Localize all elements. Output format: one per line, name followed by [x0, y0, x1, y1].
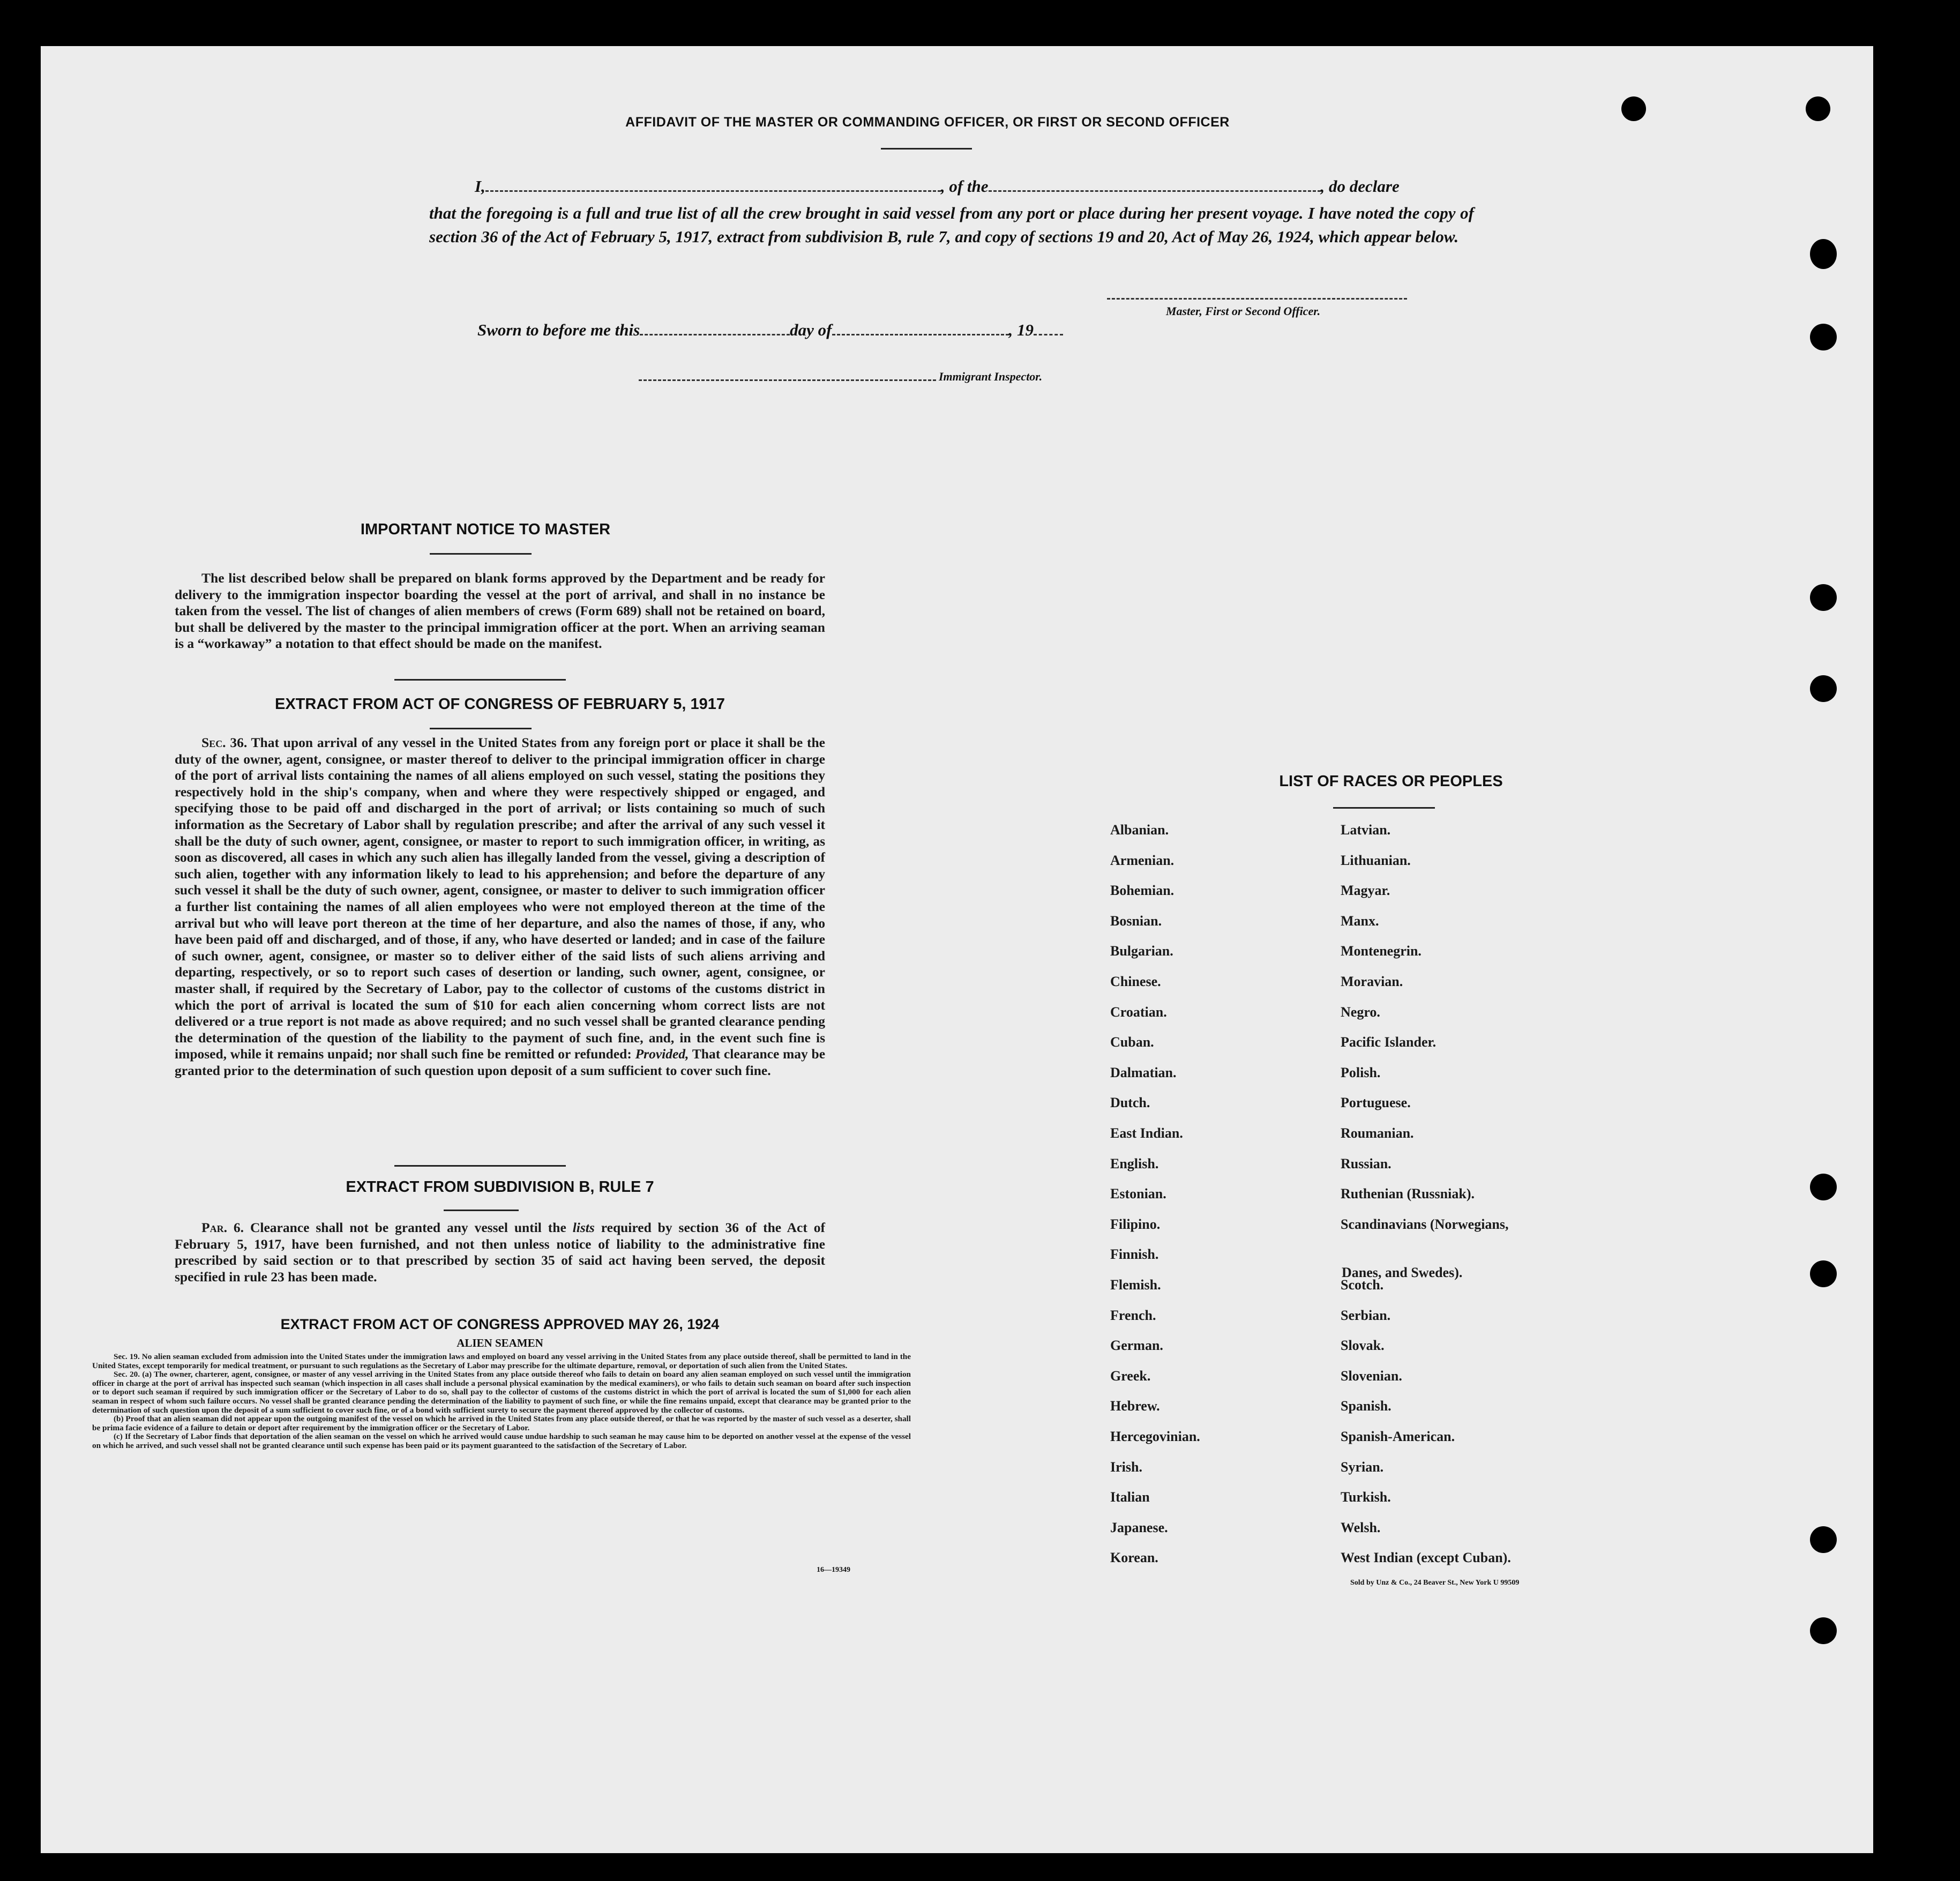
proviso-text: That clearance may be granted prior to the determination of such question upon deposit of a sum sufficient to cover such fine.	[175, 1046, 826, 1078]
sold-by-footer: Sold by Unz & Co., 24 Beaver St., New York U 99509	[1350, 1579, 1520, 1587]
extract-1917-title: EXTRACT FROM ACT OF CONGRESS OF FEBRUARY 5, 1917	[274, 696, 725, 713]
notice-rule	[430, 553, 532, 555]
race-item: Filipino.	[1110, 1216, 1161, 1232]
vessel-label: , of the	[940, 177, 989, 196]
par6-lists: lists	[572, 1220, 595, 1235]
binder-hole	[1810, 1260, 1837, 1287]
inspector-label: Immigrant Inspector.	[939, 370, 1043, 383]
race-item: Bosnian.	[1110, 913, 1162, 929]
race-item: Chinese.	[1110, 974, 1161, 989]
sec36-label: Sec. 36.	[201, 735, 248, 750]
race-item: Flemish.	[1110, 1277, 1161, 1293]
sec20c-text: (c) If the Secretary of Labor finds that deportation of the alien seaman on the vessel on which he arrived would cause undue hardship to such seaman he may cause him to be deported on another vessel at the expense of the vessel on which he arrived, and such vessel shall not be granted clearance until such expense has been paid or its payment guaranteed to the satisfaction of the Secretary of Labor.	[92, 1432, 911, 1450]
race-item: Hebrew.	[1110, 1398, 1160, 1414]
proviso-label: Provided,	[635, 1046, 689, 1062]
rule7-title: EXTRACT FROM SUBDIVISION B, RULE 7	[346, 1178, 654, 1196]
race-item: Syrian.	[1341, 1459, 1384, 1475]
notice-paragraph: The list described below shall be prepared on blank forms approved by the Department and be ready for delivery to the immigration inspector boarding the vessel at the port of arrival, and shall in no instance be taken from the vessel. The list of changes of alien members of crews (Form 689) shall not be retained on board, but shall be delivered by the master to the principal immigration officer at the port. When an arriving seaman is a “workaway” a notation to that effect should be made on the manifest.	[175, 570, 825, 652]
rule7-rule	[444, 1210, 519, 1211]
race-item: Slovenian.	[1341, 1368, 1402, 1384]
race-item: East Indian.	[1110, 1125, 1183, 1141]
form-number: 16—19349	[817, 1566, 850, 1574]
race-item: Roumanian.	[1341, 1125, 1414, 1141]
declarant-label: I,	[475, 177, 485, 196]
race-item: Latvian.	[1341, 822, 1391, 838]
race-item: Moravian.	[1341, 974, 1403, 989]
vessel-name-field[interactable]	[989, 180, 1321, 192]
par6-text-b: required by section 36 of the Act of February 5, 1917, have been furnished, and not then unless notice of liability to the administrative fine prescribed by said section or to that prescribed by section 35 of said act having been served, the deposit specified in rule 23 has been made.	[175, 1220, 826, 1285]
sec20a-text: Sec. 20. (a) The owner, charterer, agent, consignee, or master of any vessel arriving in the United States from any place outside thereof who fails to detain on board any alien seaman employed on such vessel until the immigration officer in charge at the port of arrival has inspected such seaman (which inspection in all cases shall include a personal physical examination by the medical examiners), or who fails to detain such seaman on board after such inspection or to deport such seaman if required by such immigration officer or the Secretary of Labor to do so, shall pay to the collector of customs of the customs district in which the port of arrival is located the sum of $1,000 for each alien seaman in respect of whom such failure occurs. No vessel shall be granted clearance pending the determination of the liability to payment of such fine, or while the fine remains unpaid, except that clearance may be granted prior to the determination of such question upon the deposit of a sum sufficient to cover such fine, or of a bond with sufficient surety to secure the payment thereof approved by the collector of customs.	[92, 1370, 911, 1415]
sworn-month-field[interactable]	[832, 323, 1009, 335]
extract-1924-text	[92, 1353, 911, 1451]
binder-hole	[1810, 1174, 1837, 1200]
declaration-body: that the foregoing is a full and true list of all the crew brought in said vessel from any port or place during her present voyage. I have noted the copy of section 36 of the Act of February 5, 1917, extract from subdivision B, rule 7, and copy of sections 19 and 20, Act of May 26, 1924, which appear below.	[429, 204, 1474, 246]
extract-1917-rule	[430, 728, 532, 729]
race-item: Estonian.	[1110, 1186, 1166, 1202]
sworn-year-field[interactable]	[1034, 323, 1063, 335]
race-item: French.	[1110, 1307, 1156, 1323]
declare-label: , do declare	[1320, 177, 1400, 196]
sworn-label: Sworn to before me this	[477, 320, 640, 339]
master-signature-line[interactable]	[1107, 298, 1407, 300]
sworn-day-field[interactable]	[640, 323, 790, 335]
race-item: Bohemian.	[1110, 883, 1174, 899]
day-of-label: day of	[790, 320, 832, 339]
race-item: Turkish.	[1341, 1489, 1391, 1505]
race-item: Greek.	[1110, 1368, 1151, 1384]
race-item: Finnish.	[1110, 1246, 1159, 1263]
races-rule	[1333, 807, 1435, 809]
sec20b-text: (b) Proof that an alien seaman did not appear upon the outgoing manifest of the vessel on which he arrived in the United States from any place outside thereof, or that he was reported by the master of such vessel as a deserter, shall be prima facie evidence of a failure to detain or deport after requirement by the immigration officer or the Secretary of Labor.	[92, 1414, 911, 1432]
race-item: Dalmatian.	[1110, 1064, 1177, 1080]
binder-hole	[1806, 96, 1830, 121]
race-item: Montenegrin.	[1341, 943, 1422, 959]
declarant-name-field[interactable]	[485, 180, 941, 192]
race-item: Armenian.	[1110, 852, 1174, 868]
race-item: Scandinavians (Norwegians,	[1341, 1216, 1509, 1232]
race-item: Ruthenian (Russniak).	[1341, 1186, 1475, 1202]
year-label: , 19	[1008, 320, 1034, 339]
race-item: Cuban.	[1110, 1034, 1154, 1050]
race-item: Italian	[1110, 1489, 1150, 1505]
races-title: LIST OF RACES OR PEOPLES	[1279, 773, 1503, 790]
race-item: Bulgarian.	[1110, 943, 1173, 959]
race-item: German.	[1110, 1338, 1163, 1354]
race-item: Hercegovinian.	[1110, 1429, 1200, 1444]
binder-hole	[1810, 324, 1837, 350]
par6-text-a: Clearance shall not be granted any vessel until the	[250, 1220, 566, 1235]
sec19-text: Sec. 19. No alien seaman excluded from admission into the United States under the immigration laws and employed on board any vessel arriving in the United States from any place outside thereof, shall be permitted to land in the United States, except temporarily for medical treatment, or pursuant to such regulations as the Secretary of Labor may prescribe for the ultimate departure, removal, or deportation of such alien from the United States.	[92, 1352, 911, 1370]
notice-end-rule	[394, 679, 566, 681]
title-rule	[881, 148, 972, 150]
master-signature-label: Master, First or Second Officer.	[1166, 304, 1321, 318]
declaration-line	[475, 177, 1493, 196]
extract-1917-text	[175, 735, 825, 1079]
race-item: Russian.	[1341, 1155, 1392, 1171]
par6-label: Par. 6.	[201, 1220, 244, 1235]
binder-hole	[1621, 96, 1646, 121]
race-item: Welsh.	[1341, 1519, 1381, 1535]
extract-1917-end-rule	[394, 1165, 566, 1167]
binder-hole	[1810, 584, 1837, 611]
sworn-line	[477, 320, 1063, 340]
inspector-signature-line[interactable]	[639, 379, 936, 381]
binder-hole	[1810, 1617, 1837, 1644]
binder-hole	[1810, 1526, 1837, 1553]
extract-1924-title: EXTRACT FROM ACT OF CONGRESS APPROVED MAY 26, 1924	[280, 1316, 720, 1332]
sec36-text: That upon arrival of any vessel in the United States from any foreign port or place it shall be the duty of the owner, agent, consignee, or master thereof to deliver to the principal immigration officer in charge of the port of arrival lists containing the names of all aliens employed on such vessel, stating the positions they respectively hold in the ship's company, when and where they were respectively shipped or engaged, and specifying those to be paid off and discharged in the port of arrival; or lists containing so much of such information as the Secretary of Labor shall by regulation prescribe; and after the arrival of any such vessel it shall be the duty of such owner, agent, consignee, or master to report to such immigration officer, in writing, as soon as discovered, all cases in which any such alien has illegally landed from the vessel, giving a description of such alien, together with any information likely to lead to his apprehension; and before the departure of any such vessel it shall be the duty of such owner, agent, consignee, or master to deliver to such immigration officer a further list containing the names of all alien employees who were not employed thereon at the time of the arrival but who will leave port thereon at the time of her departure, and also the names of those, if any, who have been paid off and discharged, and of those, if any, who have deserted or landed; and in case of the failure of such owner, agent, consignee, or master so to deliver either of the said lists of such aliens arriving and departing, respectively, or so to report such cases of desertion or landing, such owner, agent, consignee, or master shall, if required by the Secretary of Labor, pay to the collector of customs of the customs district in which the port of arrival is located the sum of $10 for each alien concerning whom correct lists are not delivered or a true report is not made as above required; and no such vessel shall be granted clearance pending the determination of the question of the liability to the payment of such fine, and, in the event such fine is imposed, while it remains unpaid; nor shall such fine be remitted or refunded:	[175, 735, 825, 1062]
race-item: Irish.	[1110, 1459, 1142, 1475]
race-item: Japanese.	[1110, 1519, 1168, 1535]
race-item: West Indian (except Cuban).	[1341, 1550, 1511, 1566]
alien-seamen-subtitle: ALIEN SEAMEN	[457, 1337, 543, 1349]
binder-hole	[1810, 675, 1837, 702]
race-item: Pacific Islander.	[1341, 1034, 1437, 1050]
race-item: Magyar.	[1341, 883, 1390, 899]
race-item: Serbian.	[1341, 1307, 1391, 1323]
race-item: English.	[1110, 1155, 1159, 1171]
race-item: Danes, and Swedes).	[1342, 1265, 1463, 1281]
race-item: Albanian.	[1110, 822, 1169, 838]
race-item: Croatian.	[1110, 1004, 1167, 1020]
race-item: Spanish-American.	[1341, 1429, 1455, 1444]
race-item: Negro.	[1341, 1004, 1380, 1020]
notice-title: IMPORTANT NOTICE TO MASTER	[360, 521, 611, 538]
race-item: Portuguese.	[1341, 1095, 1411, 1111]
notice-text	[175, 570, 825, 652]
manifest-page	[41, 46, 1873, 1853]
affidavit-title: AFFIDAVIT OF THE MASTER OR COMMANDING OFFICER, OR FIRST OR SECOND OFFICER	[625, 115, 1230, 130]
race-item: Slovak.	[1341, 1338, 1385, 1354]
race-item: Lithuanian.	[1341, 852, 1411, 868]
race-item: Korean.	[1110, 1550, 1158, 1566]
binder-hole	[1810, 239, 1837, 269]
race-item: Dutch.	[1110, 1095, 1150, 1111]
rule7-text	[175, 1220, 825, 1285]
race-item: Polish.	[1341, 1064, 1381, 1080]
race-item: Scotch.	[1341, 1277, 1384, 1293]
race-item: Spanish.	[1341, 1398, 1392, 1414]
race-item: Manx.	[1341, 913, 1379, 929]
